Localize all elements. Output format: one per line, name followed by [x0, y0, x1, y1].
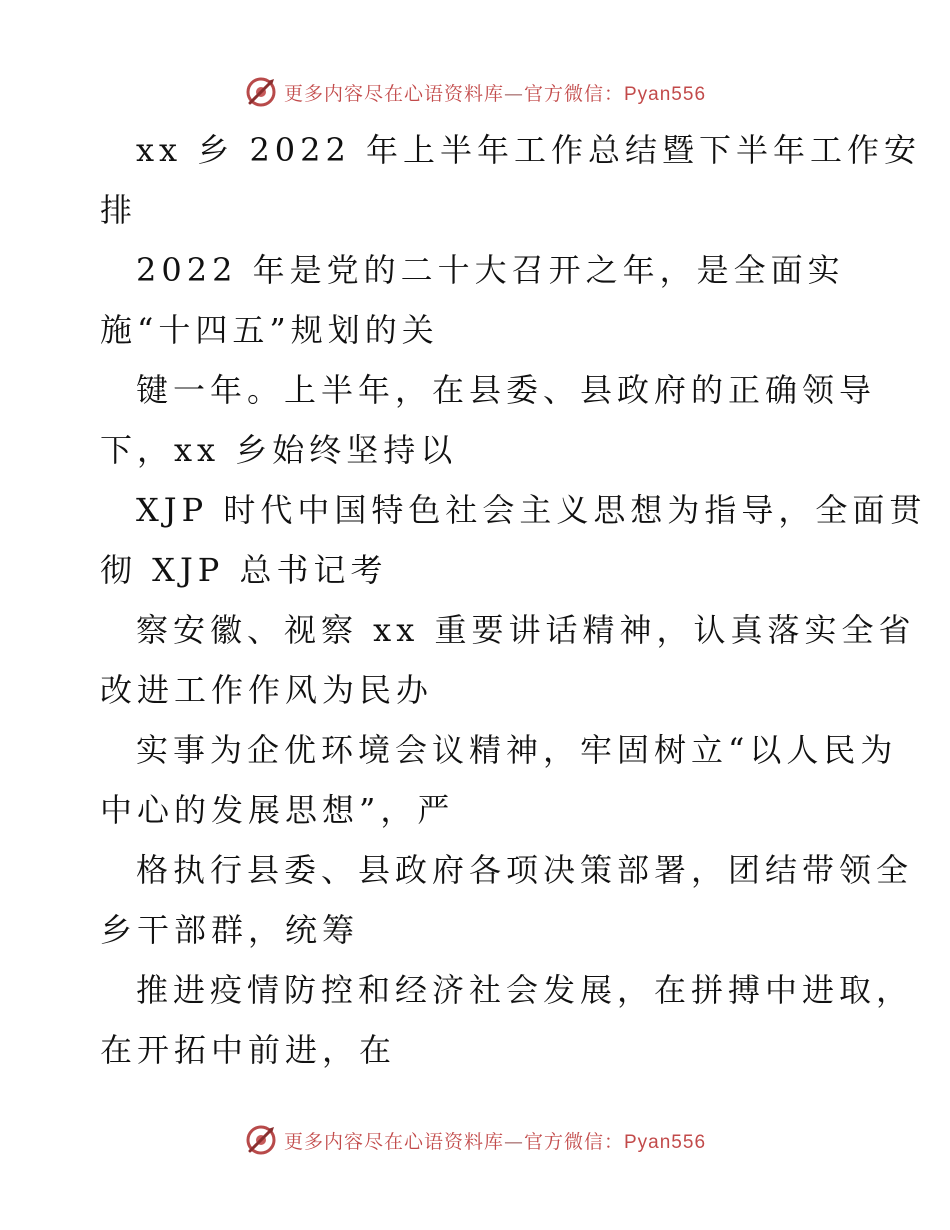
paragraph-2 [100, 240, 860, 360]
paragraph-1 [100, 120, 922, 240]
paragraph-8 [100, 960, 914, 1080]
logo-icon [244, 1123, 278, 1157]
line: 键一年。上半年，在县委、县政府的正确领导 [136, 371, 877, 409]
watermark-brand: 更多内容尽在心语资料库 [283, 1130, 504, 1153]
line: 施“十四五”规划的关 [100, 311, 439, 349]
line: 排 [100, 191, 138, 229]
watermark-dash: — [503, 1130, 524, 1153]
line: 乡干部群，统筹 [100, 911, 360, 949]
header-watermark [0, 72, 950, 112]
paragraph-3 [100, 360, 877, 480]
watermark-text [284, 79, 706, 106]
line: 彻 XJP 总书记考 [100, 551, 388, 589]
line: 2022 年是党的二十大召开之年，是全面实 [136, 251, 845, 289]
watermark-label: 官方微信： [523, 1130, 624, 1153]
line: 改进工作作风为民办 [100, 671, 434, 709]
footer-watermark [0, 1120, 950, 1160]
line: 下，xx 乡始终坚持以 [100, 431, 458, 469]
watermark-text [284, 1127, 706, 1154]
line: 察安徽、视察 xx 重要讲话精神，认真落实全省 [136, 611, 916, 649]
watermark-account: Pyan556 [624, 83, 707, 105]
paragraph-6 [100, 720, 898, 840]
watermark-dash: — [503, 82, 524, 105]
line: 格执行县委、县政府各项决策部署，团结带领全 [136, 851, 914, 889]
paragraph-4 [100, 480, 927, 600]
line: XJP 时代中国特色社会主义思想为指导，全面贯 [136, 491, 927, 529]
line: xx 乡 2022 年上半年工作总结暨下半年工作安 [136, 131, 922, 169]
logo-icon [244, 75, 278, 109]
watermark-account: Pyan556 [624, 1131, 707, 1153]
watermark-label: 官方微信： [523, 82, 624, 105]
document-body [100, 120, 927, 1080]
line: 中心的发展思想”，严 [100, 791, 455, 829]
line: 在开拓中前进，在 [100, 1031, 397, 1069]
line: 推进疫情防控和经济社会发展，在拼搏中进取， [136, 971, 914, 1009]
paragraph-5 [100, 600, 916, 720]
line: 实事为企优环境会议精神，牢固树立“以人民为 [136, 731, 898, 769]
paragraph-7 [100, 840, 914, 960]
watermark-brand: 更多内容尽在心语资料库 [283, 82, 504, 105]
